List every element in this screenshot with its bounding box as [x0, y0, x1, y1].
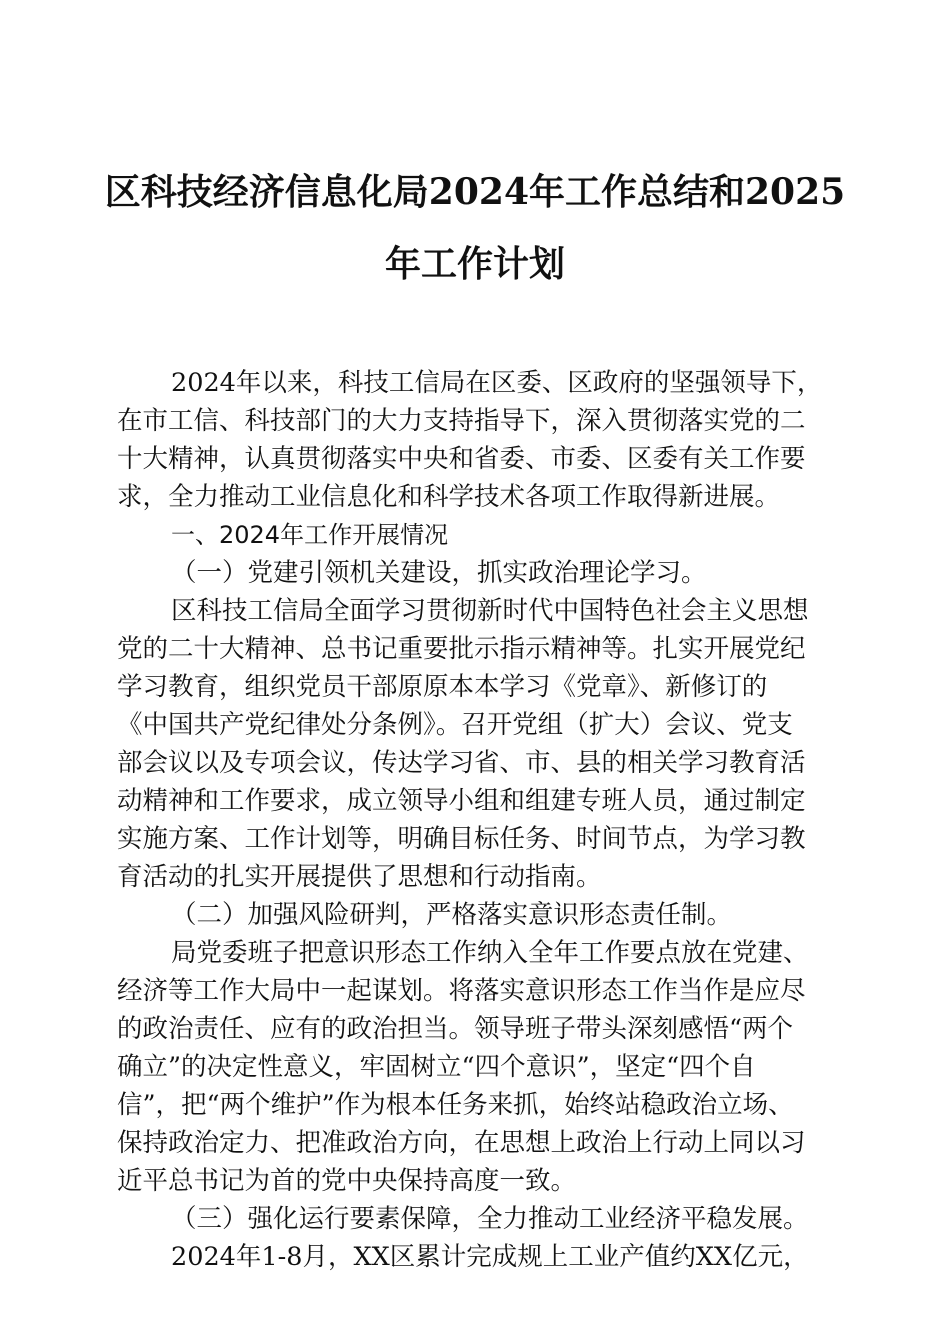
- paragraph-line: 经济等工作大局中一起谋划。将落实意识形态工作当作是应尽: [117, 976, 806, 1006]
- paragraph-line: 近平总书记为首的党中央保持高度一致。: [117, 1166, 577, 1196]
- paragraph-line: 的政治责任、应有的政治担当。领导班子带头深刻感悟“两个: [117, 1014, 794, 1044]
- paragraph-line: 部会议以及专项会议，传达学习省、市、县的相关学习教育活: [117, 748, 806, 778]
- paragraph-line: 党的二十大精神、总书记重要批示指示精神等。扎实开展党纪: [117, 634, 806, 664]
- paragraph-line: 区科技工信局全面学习贯彻新时代中国特色社会主义思想: [171, 596, 809, 626]
- paragraph-line: 2024年以来，科技工信局在区委、区政府的坚强领导下，: [171, 368, 823, 398]
- paragraph-line: 在市工信、科技部门的大力支持指导下，深入贯彻落实党的二: [117, 406, 806, 436]
- paragraph-line: 学习教育，组织党员干部原原本本学习《党章》、新修订的: [117, 672, 768, 702]
- paragraph-line: 确立”的决定性意义，牢固树立“四个意识”，坚定“四个自: [117, 1052, 756, 1082]
- paragraph-line: 求，全力推动工业信息化和科学技术各项工作取得新进展。: [117, 482, 781, 512]
- paragraph-line: 保持政治定力、把准政治方向，在思想上政治上行动上同以习: [117, 1128, 806, 1158]
- section-heading: 一、2024年工作开展情况: [171, 521, 449, 549]
- document-title-line-2: 年工作计划: [384, 243, 565, 285]
- paragraph-line: 十大精神，认真贯彻落实中央和省委、市委、区委有关工作要: [117, 444, 806, 474]
- subsection-heading: （三）强化运行要素保障，全力推动工业经济平稳发展。: [171, 1204, 809, 1234]
- paragraph-line: 育活动的扎实开展提供了思想和行动指南。: [117, 862, 602, 892]
- paragraph-line: 2024年1-8月，XX区累计完成规上工业产值约XX亿元，: [171, 1242, 809, 1272]
- document-body: [117, 364, 837, 1276]
- subsection-heading: （一）党建引领机关建设，抓实政治理论学习。: [171, 558, 707, 588]
- paragraph-line: 信”，把“两个维护”作为根本任务来抓，始终站稳政治立场、: [117, 1090, 794, 1120]
- paragraph-line: 《中国共产党纪律处分条例》。召开党组（扩大）会议、党支: [117, 710, 793, 740]
- document-title-line-1: 区科技经济信息化局2024年工作总结和2025: [104, 171, 846, 213]
- paragraph-line: 局党委班子把意识形态工作纳入全年工作要点放在党建、: [171, 938, 809, 968]
- paragraph-line: 实施方案、工作计划等，明确目标任务、时间节点，为学习教: [117, 824, 806, 854]
- subsection-heading: （二）加强风险研判，严格落实意识形态责任制。: [171, 900, 733, 930]
- paragraph-line: 动精神和工作要求，成立领导小组和组建专班人员，通过制定: [117, 786, 806, 816]
